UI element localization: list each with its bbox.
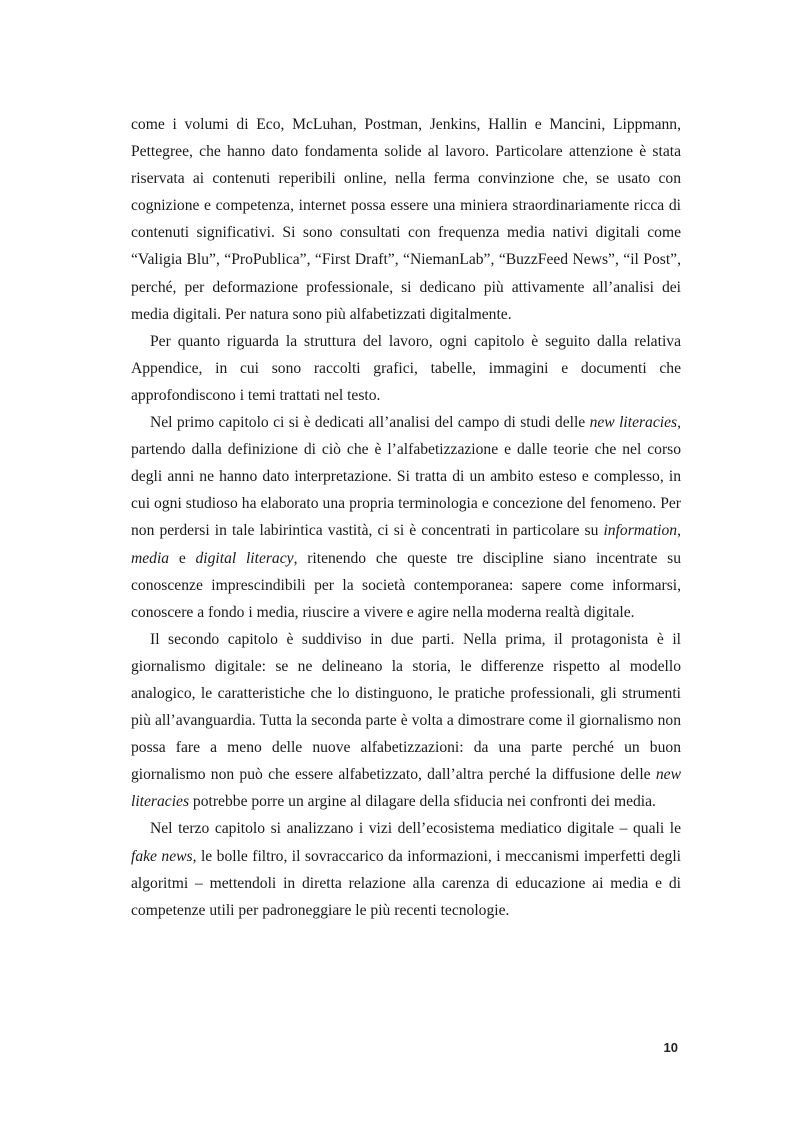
page-number: 10 — [663, 1040, 678, 1055]
italic-term: digital literacy — [195, 549, 294, 567]
text-run: Il secondo capitolo è suddiviso in due parti. Nella prima, il protagonista è il giornalismo digitale: se ne delineano la storia, le differenze rispetto al modello analogico, le caratteristiche che lo distinguono, le pratiche professionali, gli strumenti più all’avanguardia. Tutta la seconda parte è volta a dimostrare come il giornalismo non possa fare a meno delle nuove alfabetizzazioni: da una parte perché un buon giornalismo non può che essere alfabetizzato, dall’altra perché la diffusione delle — [131, 630, 681, 784]
italic-term: media — [131, 549, 170, 567]
paragraph — [131, 328, 681, 409]
text-run: , — [677, 522, 681, 540]
text-run: Per quanto riguarda la struttura del lavoro, ogni capitolo è seguito dalla relativa Appendice, in cui sono raccolti grafici, tabelle, immagini e documenti che approfondiscono i temi trattati nel testo. — [131, 332, 681, 404]
text-run: , partendo dalla definizione di ciò che è l’alfabetizzazione e dalle teorie che nel corso degli anni ne hanno dato interpretazione. Si tratta di un ambito esteso e complesso, in cui ogni studioso ha elaborato una propria terminologia e concezione del fenomeno. Per non perdersi in tale labirintica vastità, ci si è concentrati in particolare su — [131, 414, 681, 540]
text-run: , ritenendo che queste tre discipline siano incentrate su conoscenze imprescindibili per la società contemporanea: sapere come informarsi, conoscere a fondo i media, riuscire a vivere e agire nella moderna realtà digitale. — [131, 549, 682, 621]
italic-term: fake news — [131, 847, 193, 865]
text-run: Nel primo capitolo ci si è dedicati all’analisi del campo di studi delle — [150, 414, 590, 432]
paragraph — [131, 409, 681, 626]
paragraph — [131, 626, 681, 816]
body-text — [131, 111, 681, 924]
italic-term: new literacies — [131, 766, 681, 811]
paragraph — [131, 111, 681, 328]
italic-term: new literacies — [589, 414, 678, 432]
italic-term: information — [603, 522, 678, 540]
text-run: potrebbe porre un argine al dilagare della sfiducia nei confronti dei media. — [189, 793, 656, 811]
paragraph — [131, 815, 681, 923]
text-run: , le bolle filtro, il sovraccarico da informazioni, i meccanismi imperfetti degli algoritmi – mettendoli in diretta relazione alla carenza di educazione ai media e di competenze utili per padroneggiare le più recenti tecnologie. — [131, 847, 681, 919]
text-run: Nel terzo capitolo si analizzano i vizi dell’ecosistema mediatico digitale – quali le — [150, 820, 681, 838]
text-run: e — [169, 549, 196, 567]
text-run: come i volumi di Eco, McLuhan, Postman, Jenkins, Hallin e Mancini, Lippmann, Pettegree, che hanno dato fondamenta solide al lavoro. Particolare attenzione è stata riservata ai contenuti reperibili online, nella ferma convinzione che, se usato con cognizione e competenza, internet possa essere una miniera straordinariamente ricca di contenuti significativi. Si sono consultati con frequenza media nativi digitali come “Valigia Blu”, “ProPublica”, “First Draft”, “NiemanLab”, “BuzzFeed News”, “il Post”, perché, per deformazione professionale, si dedicano più attivamente all’analisi dei media digitali. Per natura sono più alfabetizzati digitalmente. — [131, 116, 681, 323]
